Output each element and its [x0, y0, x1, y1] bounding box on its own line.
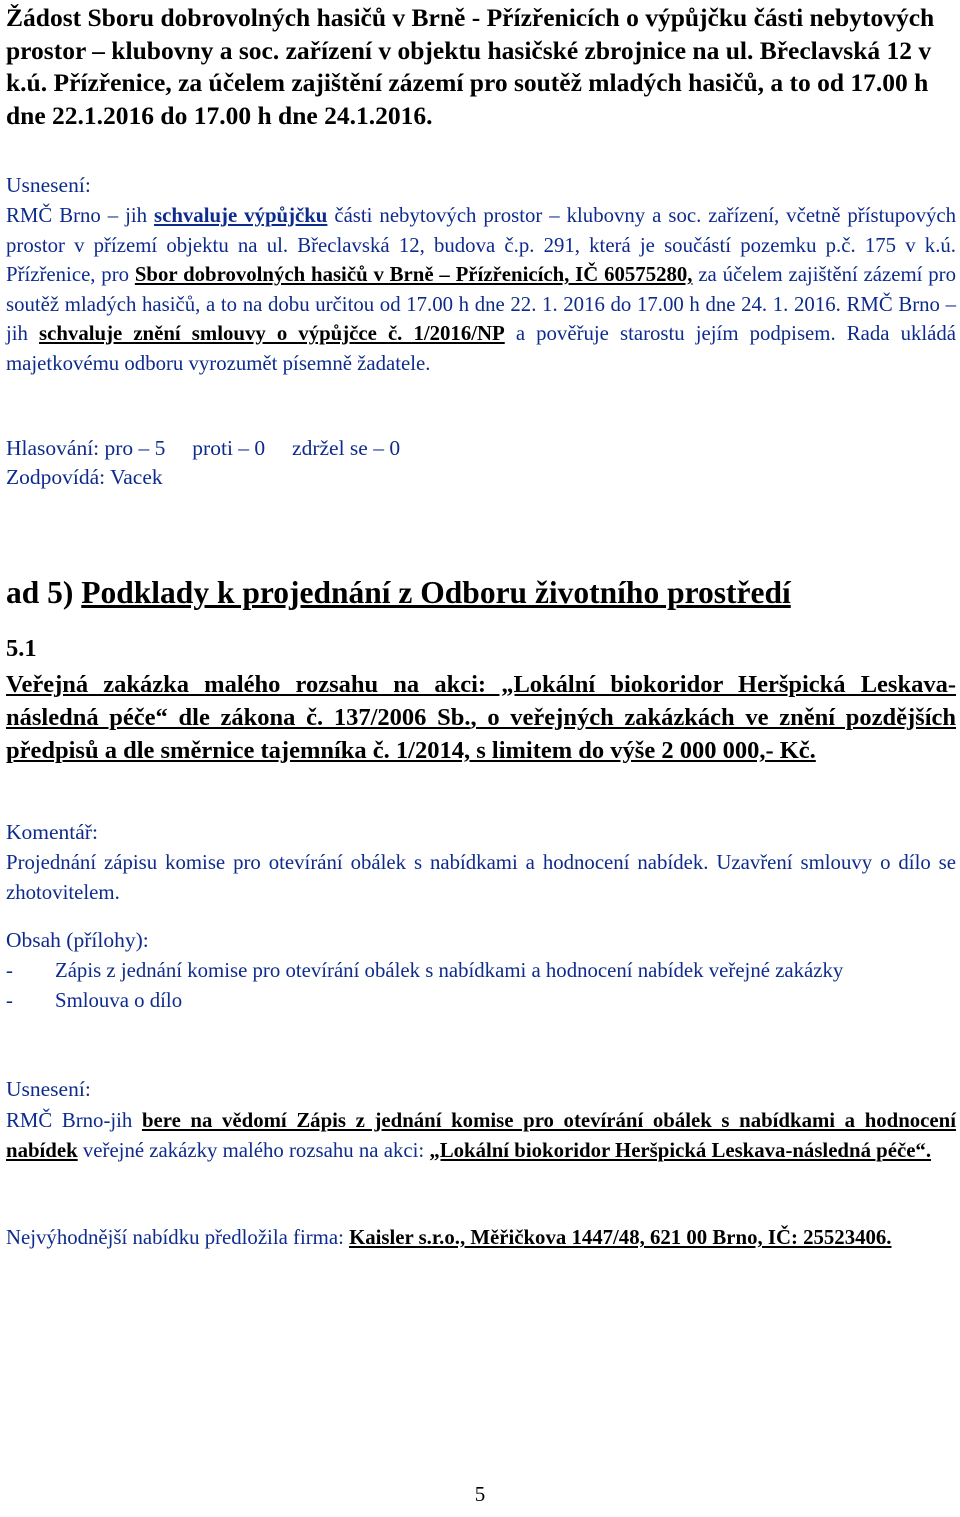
comment-text: Projednání zápisu komise pro otevírání obálek s nabídkami a hodnocení nabídek. Uzavření smlouvy o dílo se zhotovitelem.	[6, 851, 956, 904]
resolution-label: Usnesení:	[6, 173, 91, 197]
responsible-person: Zodpovídá: Vacek	[6, 465, 163, 489]
resolution-text-part: části nebytových prostor – klubovny a soc. zařízení, včetně přístupových prostor v přízemí objektu na ul. Břeclavská 12, budova č.p. 291, která je součástí pozemku p.č. 175 v k.ú. Přízřenice, pro	[6, 204, 957, 286]
best-offer-intro: Nejvýhodnější nabídku předložila firma:	[6, 1226, 350, 1249]
comment-label: Komentář:	[6, 820, 98, 844]
resolution-label: Usnesení:	[6, 1077, 91, 1101]
item-title	[6, 668, 956, 767]
attachments-label: Obsah (přílohy):	[6, 928, 149, 952]
attachment-name: Zápis z jednání komise pro otevírání obálek s nabídkami a hodnocení nabídek veřejné zakázky	[55, 959, 844, 982]
section-prefix: ad 5)	[6, 575, 82, 610]
item-number: 5.1	[6, 635, 37, 662]
best-offer	[6, 1223, 956, 1253]
resolution-borrower: Sbor dobrovolných hasičů v Brně – Přízřenicích, IČ 60575280,	[134, 263, 693, 286]
resolution-ack: bere na vědomí Zápis z jednání komise pro otevírání obálek s nabídkami a hodnocení nabídek	[6, 1109, 956, 1162]
resolution-text-part: RMČ Brno-jih	[6, 1109, 142, 1132]
vote-result: Hlasování: pro – 5 proti – 0 zdržel se – 0	[6, 436, 401, 460]
resolution-text-part: a pověřuje starostu jejím podpisem. Rada ukládá majetkovému odboru vyrozumět písemně žadatele.	[6, 322, 957, 375]
resolution-text-part: veřejné zakázky malého rozsahu na akci:	[77, 1138, 430, 1162]
resolution-approval: schvaluje výpůjčku	[154, 204, 328, 227]
item-title-part: , o veřejných zakázkách ve znění pozdějších předpisů a dle směrnice tajemníka č. 1/2014, s limitem do výše 2 000 000,- Kč.	[6, 704, 956, 764]
section-heading	[6, 573, 956, 613]
page-number: 5	[474, 1482, 486, 1506]
resolution-text-part: za účelem zajištění zázemí pro soutěž mladých hasičů, a to na dobu určitou od 17.00 h dne 22. 1. 2016 do 17.00 h dne 24. 1. 2016. RMČ Brno – jih	[6, 263, 956, 345]
attachment-name: Smlouva o dílo	[55, 988, 183, 1012]
best-offer-company: Kaisler s.r.o., Měřičkova 1447/48, 621 00 Brno, IČ: 25523406.	[349, 1226, 892, 1249]
attachments-list	[6, 956, 956, 1015]
resolution-project: „Lokální biokoridor Heršpická Leskava-následná péče“.	[429, 1138, 932, 1162]
resolution-text	[6, 1106, 956, 1165]
list-item: - Zápis z jednání komise pro otevírání obálek s nabídkami a hodnocení nabídek veřejné zakázky	[6, 959, 844, 982]
resolution-text-part: RMČ Brno – jih	[6, 204, 155, 227]
request-title: Žádost Sboru dobrovolných hasičů v Brně - Přízřenicích o výpůjčku části nebytových prostor – klubovny a soc. zařízení v objektu hasičské zbrojnice na ul. Břeclavská 12 v k.ú. Přízřenice, za účelem zajištění zázemí pro soutěž mladých hasičů, a to od 17.00 h dne 22.1.2016 do 17.00 h dne 24.1.2016.	[6, 3, 935, 130]
resolution-text	[6, 201, 956, 378]
item-title-part: Veřejná zakázka malého rozsahu na akci: „Lokální biokoridor Heršpická Leskava-následná péče“ dle zákona č. 137/2006 Sb.	[6, 671, 956, 731]
section-title: Podklady k projednání z Odboru životního prostředí	[81, 575, 791, 610]
resolution-contract: schvaluje znění smlouvy o výpůjčce č. 1/2016/NP	[39, 322, 505, 345]
list-item: - Smlouva o dílo	[6, 988, 183, 1012]
